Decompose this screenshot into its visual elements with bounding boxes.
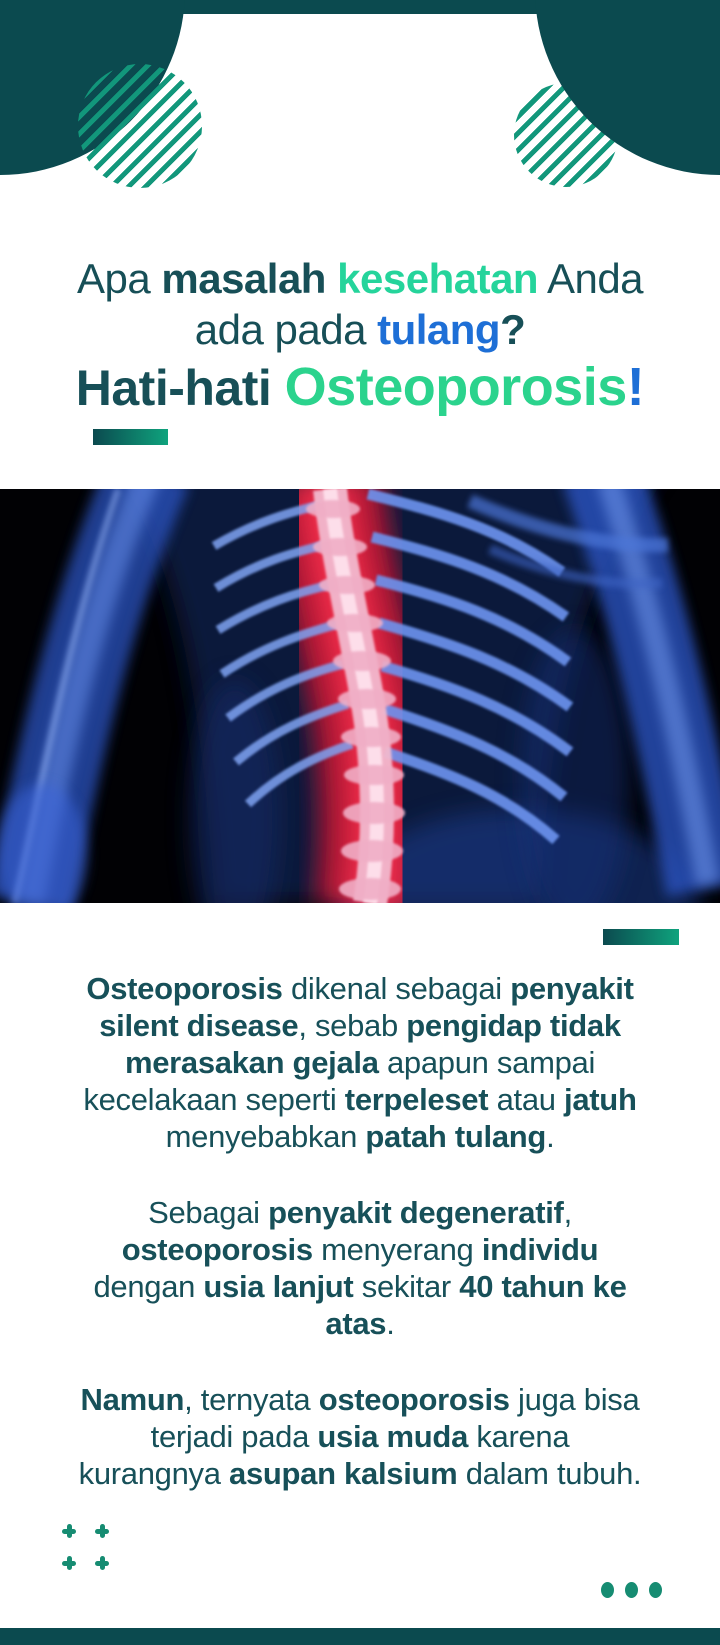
text-segment: jatuh [564, 1082, 637, 1117]
headline-segment: ada pada [194, 306, 378, 353]
text-segment: penyakit degeneratif [268, 1195, 564, 1230]
text-segment: karena [468, 1419, 570, 1454]
plus-mark-icon [95, 1556, 109, 1570]
text-segment: terjadi pada [150, 1419, 318, 1454]
text-segment: pengidap tidak [406, 1008, 621, 1043]
paragraph-3 [30, 1381, 690, 1492]
text-segment: , [563, 1195, 572, 1230]
text-segment: , sebab [298, 1008, 407, 1043]
dot-icon [625, 1582, 638, 1598]
headline-segment: Apa [76, 255, 162, 302]
paragraph-line [30, 1268, 690, 1305]
text-segment: dengan [93, 1269, 204, 1304]
headline-line-3 [0, 359, 720, 416]
text-segment: dikenal sebagai [282, 971, 511, 1006]
paragraph-line [30, 1455, 690, 1492]
dot-icon [649, 1582, 662, 1598]
striped-circle-left [78, 64, 202, 188]
text-segment: kecelakaan seperti [83, 1082, 345, 1117]
text-segment: menyerang [312, 1232, 482, 1267]
headline-segment: ? [500, 306, 526, 353]
headline-line-2 [0, 304, 720, 355]
text-segment: usia muda [317, 1419, 469, 1454]
text-segment: kurangnya [78, 1456, 230, 1491]
plus-mark-icon [95, 1524, 109, 1538]
headline [0, 253, 720, 416]
headline-segment: Osteoporosis [284, 357, 627, 417]
text-segment: osteoporosis [318, 1382, 510, 1417]
headline-segment: kesehatan [337, 255, 539, 302]
text-segment: menyebabkan [165, 1119, 366, 1154]
headline-segment: masalah [161, 255, 338, 302]
text-segment: patah tulang [365, 1119, 547, 1154]
paragraph-line [30, 1081, 690, 1118]
xray-illustration [0, 489, 720, 903]
paragraph-line [30, 1044, 690, 1081]
section-accent-bar [603, 929, 679, 945]
headline-segment: Hati-hati [75, 360, 285, 416]
paragraph-line [30, 1381, 690, 1418]
text-segment: . [546, 1119, 555, 1154]
text-segment: , ternyata [184, 1382, 319, 1417]
paragraph-line [30, 1305, 690, 1342]
footer-bar [0, 1628, 720, 1645]
paragraph-line [30, 1194, 690, 1231]
text-segment: apapun sampai [378, 1045, 596, 1080]
paragraph-line [30, 1007, 690, 1044]
text-segment: osteoporosis [121, 1232, 313, 1267]
text-segment: Namun [80, 1382, 185, 1417]
text-segment: silent disease [99, 1008, 299, 1043]
body-copy [30, 970, 690, 1492]
headline-line-1 [0, 253, 720, 304]
headline-segment: Anda [538, 255, 644, 302]
text-segment: sekitar [353, 1269, 460, 1304]
text-segment: merasakan gejala [124, 1045, 379, 1080]
headline-segment: ! [626, 357, 645, 417]
text-segment: atas [325, 1306, 387, 1341]
headline-segment: tulang [377, 306, 501, 353]
plus-mark-icon [62, 1524, 76, 1538]
paragraph-line [30, 1118, 690, 1155]
plus-mark-icon [62, 1556, 76, 1570]
text-segment: atau [488, 1082, 565, 1117]
text-segment: usia lanjut [203, 1269, 354, 1304]
title-accent-bar [93, 429, 168, 445]
text-segment: asupan kalsium [229, 1456, 458, 1491]
paragraph-2 [30, 1194, 690, 1342]
paragraph-line [30, 1231, 690, 1268]
paragraph-line [30, 970, 690, 1007]
text-segment: juga bisa [509, 1382, 640, 1417]
text-segment: dalam tubuh. [457, 1456, 642, 1491]
text-segment: terpeleset [344, 1082, 489, 1117]
paragraph-1 [30, 970, 690, 1155]
text-segment: . [386, 1306, 395, 1341]
text-segment: individu [481, 1232, 599, 1267]
dot-icon [601, 1582, 614, 1598]
text-segment: penyakit [510, 971, 634, 1006]
text-segment: Sebagai [148, 1195, 269, 1230]
paragraph-line [30, 1418, 690, 1455]
text-segment: 40 tahun ke [459, 1269, 627, 1304]
text-segment: Osteoporosis [86, 971, 283, 1006]
